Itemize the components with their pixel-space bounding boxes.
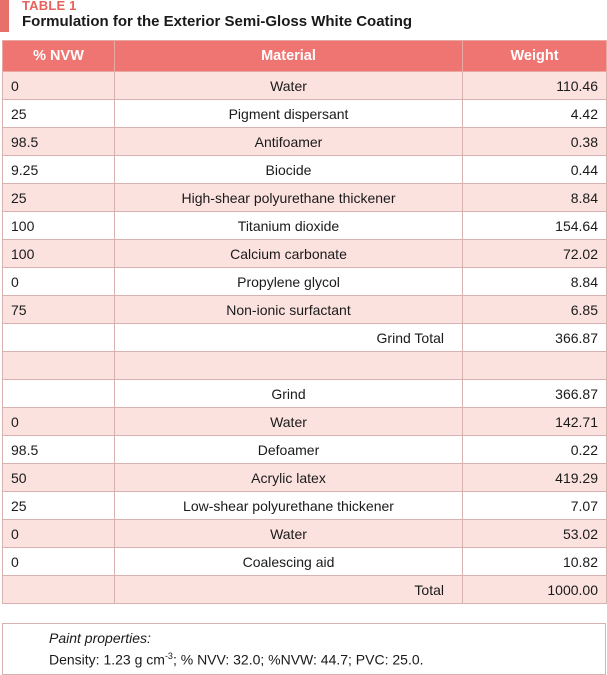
grind-total-row xyxy=(3,324,607,352)
cell-nvw: 98.5 xyxy=(3,436,115,464)
cell-weight: 7.07 xyxy=(463,492,607,520)
notes-text xyxy=(49,651,424,668)
cell-weight: 8.84 xyxy=(463,268,607,296)
cell-material: Defoamer xyxy=(115,436,463,464)
cell-material: Coalescing aid xyxy=(115,548,463,576)
cell-nvw: 98.5 xyxy=(3,128,115,156)
cell-nvw: 100 xyxy=(3,212,115,240)
cell-nvw: 50 xyxy=(3,464,115,492)
accent-bar xyxy=(0,0,9,32)
table-title-block xyxy=(0,0,607,38)
cell-weight: 0.44 xyxy=(463,156,607,184)
header-material: Material xyxy=(115,41,463,72)
cell-weight: 72.02 xyxy=(463,240,607,268)
table-row xyxy=(3,128,607,156)
density-prefix: Density: 1.23 g cm xyxy=(49,651,165,668)
table-row xyxy=(3,408,607,436)
cell-weight: 419.29 xyxy=(463,464,607,492)
header-row xyxy=(3,41,607,72)
cell-nvw: 0 xyxy=(3,548,115,576)
cell-weight xyxy=(463,352,607,380)
table-row xyxy=(3,436,607,464)
cell-nvw: 0 xyxy=(3,72,115,100)
table-row xyxy=(3,548,607,576)
table-row xyxy=(3,464,607,492)
cell-nvw: 0 xyxy=(3,268,115,296)
cell-nvw: 100 xyxy=(3,240,115,268)
cell-material xyxy=(115,352,463,380)
table-row xyxy=(3,380,607,408)
cell-material: Biocide xyxy=(115,156,463,184)
cell-weight: 366.87 xyxy=(463,324,607,352)
cell-nvw xyxy=(3,352,115,380)
cell-material: Low-shear polyurethane thickener xyxy=(115,492,463,520)
cell-nvw: 75 xyxy=(3,296,115,324)
cell-weight: 8.84 xyxy=(463,184,607,212)
cell-weight: 53.02 xyxy=(463,520,607,548)
paint-properties-note xyxy=(2,623,606,675)
cell-material: Water xyxy=(115,72,463,100)
cell-material: Water xyxy=(115,408,463,436)
cell-nvw xyxy=(3,576,115,604)
cell-material: Total xyxy=(115,576,463,604)
cell-nvw xyxy=(3,380,115,408)
notes-title: Paint properties: xyxy=(49,630,151,646)
cell-nvw: 25 xyxy=(3,100,115,128)
cell-nvw: 25 xyxy=(3,184,115,212)
cell-weight: 6.85 xyxy=(463,296,607,324)
header-nvw: % NVW xyxy=(3,41,115,72)
cell-nvw: 9.25 xyxy=(3,156,115,184)
header-weight: Weight xyxy=(463,41,607,72)
cell-weight: 1000.00 xyxy=(463,576,607,604)
cell-weight: 110.46 xyxy=(463,72,607,100)
cell-weight: 10.82 xyxy=(463,548,607,576)
table-row xyxy=(3,184,607,212)
table-row xyxy=(3,268,607,296)
formulation-table xyxy=(2,40,607,604)
cell-material: Propylene glycol xyxy=(115,268,463,296)
total-row xyxy=(3,576,607,604)
cell-material: Pigment dispersant xyxy=(115,100,463,128)
spacer-row xyxy=(3,352,607,380)
cell-nvw: 0 xyxy=(3,520,115,548)
cell-weight: 366.87 xyxy=(463,380,607,408)
table-caption: Formulation for the Exterior Semi-Gloss White Coating xyxy=(22,13,413,30)
cell-material: Acrylic latex xyxy=(115,464,463,492)
table-row xyxy=(3,72,607,100)
cell-weight: 0.22 xyxy=(463,436,607,464)
cell-material: Water xyxy=(115,520,463,548)
cell-material: Grind xyxy=(115,380,463,408)
cell-material: Grind Total xyxy=(115,324,463,352)
table-row xyxy=(3,100,607,128)
cell-material: Antifoamer xyxy=(115,128,463,156)
cell-material: Calcium carbonate xyxy=(115,240,463,268)
cell-nvw xyxy=(3,324,115,352)
cell-weight: 154.64 xyxy=(463,212,607,240)
cell-nvw: 25 xyxy=(3,492,115,520)
cell-material: High-shear polyurethane thickener xyxy=(115,184,463,212)
table-row xyxy=(3,296,607,324)
density-exponent: -3 xyxy=(164,651,173,661)
cell-material: Titanium dioxide xyxy=(115,212,463,240)
cell-nvw: 0 xyxy=(3,408,115,436)
table-row xyxy=(3,492,607,520)
cell-weight: 0.38 xyxy=(463,128,607,156)
cell-weight: 4.42 xyxy=(463,100,607,128)
table-row xyxy=(3,156,607,184)
table-row xyxy=(3,240,607,268)
table-row xyxy=(3,212,607,240)
cell-material: Non-ionic surfactant xyxy=(115,296,463,324)
table-row xyxy=(3,520,607,548)
properties-rest: ; % NVV: 32.0; %NVW: 44.7; PVC: 25.0. xyxy=(172,651,424,668)
cell-weight: 142.71 xyxy=(463,408,607,436)
table-label: TABLE 1 xyxy=(22,0,77,13)
